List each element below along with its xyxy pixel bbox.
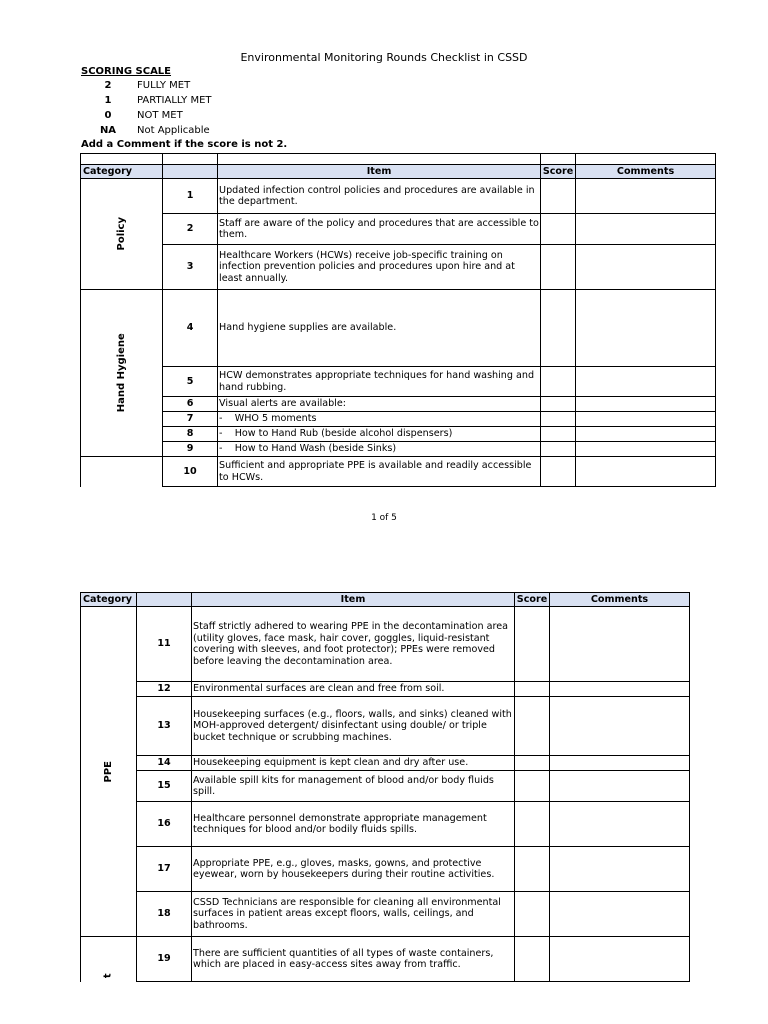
item-number: 15 bbox=[137, 771, 192, 802]
table-row bbox=[81, 892, 690, 937]
item-text: - How to Hand Rub (beside alcohol dispensers) bbox=[218, 427, 541, 442]
item-number: 8 bbox=[163, 427, 218, 442]
comments-cell[interactable] bbox=[576, 397, 716, 412]
comments-cell[interactable] bbox=[550, 697, 690, 756]
table-row bbox=[81, 607, 690, 682]
item-text: Environmental surfaces are clean and free from soil. bbox=[192, 682, 515, 697]
scale-label: Not Applicable bbox=[137, 125, 210, 136]
column-header-category: Category bbox=[81, 165, 163, 179]
score-cell[interactable] bbox=[541, 457, 576, 487]
column-header-number bbox=[163, 165, 218, 179]
item-number: 4 bbox=[163, 290, 218, 367]
table-row bbox=[81, 697, 690, 756]
comments-cell[interactable] bbox=[550, 756, 690, 771]
category-cell-hand-hygiene bbox=[81, 290, 163, 457]
score-cell[interactable] bbox=[515, 607, 550, 682]
scoring-scale-heading: SCORING SCALE bbox=[81, 66, 172, 77]
checklist-table-page-2 bbox=[80, 592, 690, 982]
table-row bbox=[81, 682, 690, 697]
score-cell[interactable] bbox=[515, 892, 550, 937]
item-number: 12 bbox=[137, 682, 192, 697]
item-text: Housekeeping surfaces (e.g., floors, walls, and sinks) cleaned with MOH-approved detergent/ disinfectant using double/ or triple bucket technique or scrubbing machines. bbox=[192, 697, 515, 756]
table-row bbox=[81, 427, 716, 442]
table-row bbox=[81, 771, 690, 802]
table-row bbox=[81, 442, 716, 457]
score-cell[interactable] bbox=[541, 412, 576, 427]
column-header-number bbox=[137, 593, 192, 607]
spacer-row bbox=[81, 154, 716, 165]
item-number: 3 bbox=[163, 245, 218, 290]
item-number: 16 bbox=[137, 802, 192, 847]
score-cell[interactable] bbox=[515, 756, 550, 771]
comments-cell[interactable] bbox=[550, 847, 690, 892]
item-number: 2 bbox=[163, 214, 218, 245]
item-number: 6 bbox=[163, 397, 218, 412]
item-number: 18 bbox=[137, 892, 192, 937]
column-header-item: Item bbox=[218, 165, 541, 179]
table-row bbox=[81, 397, 716, 412]
item-text: Sufficient and appropriate PPE is available and readily accessible to HCWs. bbox=[218, 457, 541, 487]
item-text: Healthcare personnel demonstrate appropriate management techniques for blood and/or bodily fluids spills. bbox=[192, 802, 515, 847]
score-cell[interactable] bbox=[541, 290, 576, 367]
comments-cell[interactable] bbox=[550, 937, 690, 982]
table-row bbox=[81, 847, 690, 892]
scale-label: PARTIALLY MET bbox=[137, 95, 212, 106]
comments-cell[interactable] bbox=[550, 682, 690, 697]
score-cell[interactable] bbox=[541, 367, 576, 397]
category-label: PPE bbox=[102, 760, 114, 783]
comments-cell[interactable] bbox=[550, 802, 690, 847]
table-row bbox=[81, 179, 716, 214]
page-number: 1 of 5 bbox=[371, 513, 397, 523]
comments-cell[interactable] bbox=[576, 442, 716, 457]
column-header-item: Item bbox=[192, 593, 515, 607]
item-text: CSSD Technicians are responsible for cleaning all environmental surfaces in patient areas except floors, walls, ceilings, and bathrooms. bbox=[192, 892, 515, 937]
table-row bbox=[81, 802, 690, 847]
comments-cell[interactable] bbox=[576, 214, 716, 245]
item-text: Appropriate PPE, e.g., gloves, masks, gowns, and protective eyewear, worn by housekeepers during their routine activities. bbox=[192, 847, 515, 892]
item-number: 14 bbox=[137, 756, 192, 771]
score-cell[interactable] bbox=[515, 682, 550, 697]
scale-code: 2 bbox=[104, 80, 112, 91]
column-header-score: Score bbox=[541, 165, 576, 179]
item-number: 11 bbox=[137, 607, 192, 682]
header-row bbox=[81, 165, 716, 179]
comments-cell[interactable] bbox=[550, 771, 690, 802]
table-row bbox=[81, 367, 716, 397]
scale-label: FULLY MET bbox=[137, 80, 191, 91]
table-row bbox=[81, 245, 716, 290]
comments-cell[interactable] bbox=[576, 412, 716, 427]
score-cell[interactable] bbox=[515, 847, 550, 892]
score-cell[interactable] bbox=[515, 937, 550, 982]
checklist-table-page-1 bbox=[80, 153, 716, 487]
comments-cell[interactable] bbox=[550, 607, 690, 682]
table-row bbox=[81, 412, 716, 427]
table-row bbox=[81, 214, 716, 245]
category-label-partial: t bbox=[102, 973, 114, 979]
category-cell-policy bbox=[81, 179, 163, 290]
comments-cell[interactable] bbox=[576, 290, 716, 367]
column-header-comments: Comments bbox=[576, 165, 716, 179]
item-text: Updated infection control policies and procedures are available in the department. bbox=[218, 179, 541, 214]
item-text: Staff strictly adhered to wearing PPE in the decontamination area (utility gloves, face mask, hair cover, goggles, liquid-resistant covering with sleeves, and foot protector); PPEs were removed before leaving the decontamination area. bbox=[192, 607, 515, 682]
item-number: 7 bbox=[163, 412, 218, 427]
item-text: - How to Hand Wash (beside Sinks) bbox=[218, 442, 541, 457]
score-cell[interactable] bbox=[541, 427, 576, 442]
item-text: - WHO 5 moments bbox=[218, 412, 541, 427]
item-text: Staff are aware of the policy and procedures that are accessible to them. bbox=[218, 214, 541, 245]
category-cell-next bbox=[81, 937, 137, 982]
scale-code: 1 bbox=[104, 95, 112, 106]
item-text: Housekeeping equipment is kept clean and dry after use. bbox=[192, 756, 515, 771]
header-row bbox=[81, 593, 690, 607]
table-row bbox=[81, 290, 716, 367]
page-title: Environmental Monitoring Rounds Checklist in CSSD bbox=[240, 51, 528, 64]
item-text: Healthcare Workers (HCWs) receive job-specific training on infection prevention policies and procedures upon hire and at least annually. bbox=[218, 245, 541, 290]
comments-cell[interactable] bbox=[550, 892, 690, 937]
item-number: 9 bbox=[163, 442, 218, 457]
comments-cell[interactable] bbox=[576, 427, 716, 442]
column-header-score: Score bbox=[515, 593, 550, 607]
item-number: 1 bbox=[163, 179, 218, 214]
item-text: Available spill kits for management of blood and/or body fluids spill. bbox=[192, 771, 515, 802]
item-text: HCW demonstrates appropriate techniques for hand washing and hand rubbing. bbox=[218, 367, 541, 397]
column-header-category: Category bbox=[81, 593, 137, 607]
table-row bbox=[81, 756, 690, 771]
item-text: There are sufficient quantities of all types of waste containers, which are placed in easy-access sites away from traffic. bbox=[192, 937, 515, 982]
comment-note: Add a Comment if the score is not 2. bbox=[81, 139, 288, 150]
item-number: 19 bbox=[137, 937, 192, 982]
category-cell-ppe-start bbox=[81, 457, 163, 487]
scale-code: NA bbox=[99, 125, 117, 136]
item-number: 10 bbox=[163, 457, 218, 487]
comments-cell[interactable] bbox=[576, 179, 716, 214]
comments-cell[interactable] bbox=[576, 245, 716, 290]
category-label: Policy bbox=[115, 217, 127, 251]
score-cell[interactable] bbox=[515, 802, 550, 847]
score-cell[interactable] bbox=[541, 179, 576, 214]
scale-code: 0 bbox=[104, 110, 112, 121]
score-cell[interactable] bbox=[541, 442, 576, 457]
score-cell[interactable] bbox=[515, 771, 550, 802]
scale-label: NOT MET bbox=[137, 110, 183, 121]
item-number: 17 bbox=[137, 847, 192, 892]
table-row bbox=[81, 937, 690, 982]
comments-cell[interactable] bbox=[576, 367, 716, 397]
item-number: 5 bbox=[163, 367, 218, 397]
score-cell[interactable] bbox=[541, 214, 576, 245]
category-label: Hand Hygiene bbox=[115, 333, 127, 413]
item-number: 13 bbox=[137, 697, 192, 756]
category-cell-ppe bbox=[81, 607, 137, 937]
score-cell[interactable] bbox=[541, 245, 576, 290]
score-cell[interactable] bbox=[515, 697, 550, 756]
table-row bbox=[81, 457, 716, 487]
comments-cell[interactable] bbox=[576, 457, 716, 487]
item-text: Visual alerts are available: bbox=[218, 397, 541, 412]
score-cell[interactable] bbox=[541, 397, 576, 412]
column-header-comments: Comments bbox=[550, 593, 690, 607]
item-text: Hand hygiene supplies are available. bbox=[218, 290, 541, 367]
